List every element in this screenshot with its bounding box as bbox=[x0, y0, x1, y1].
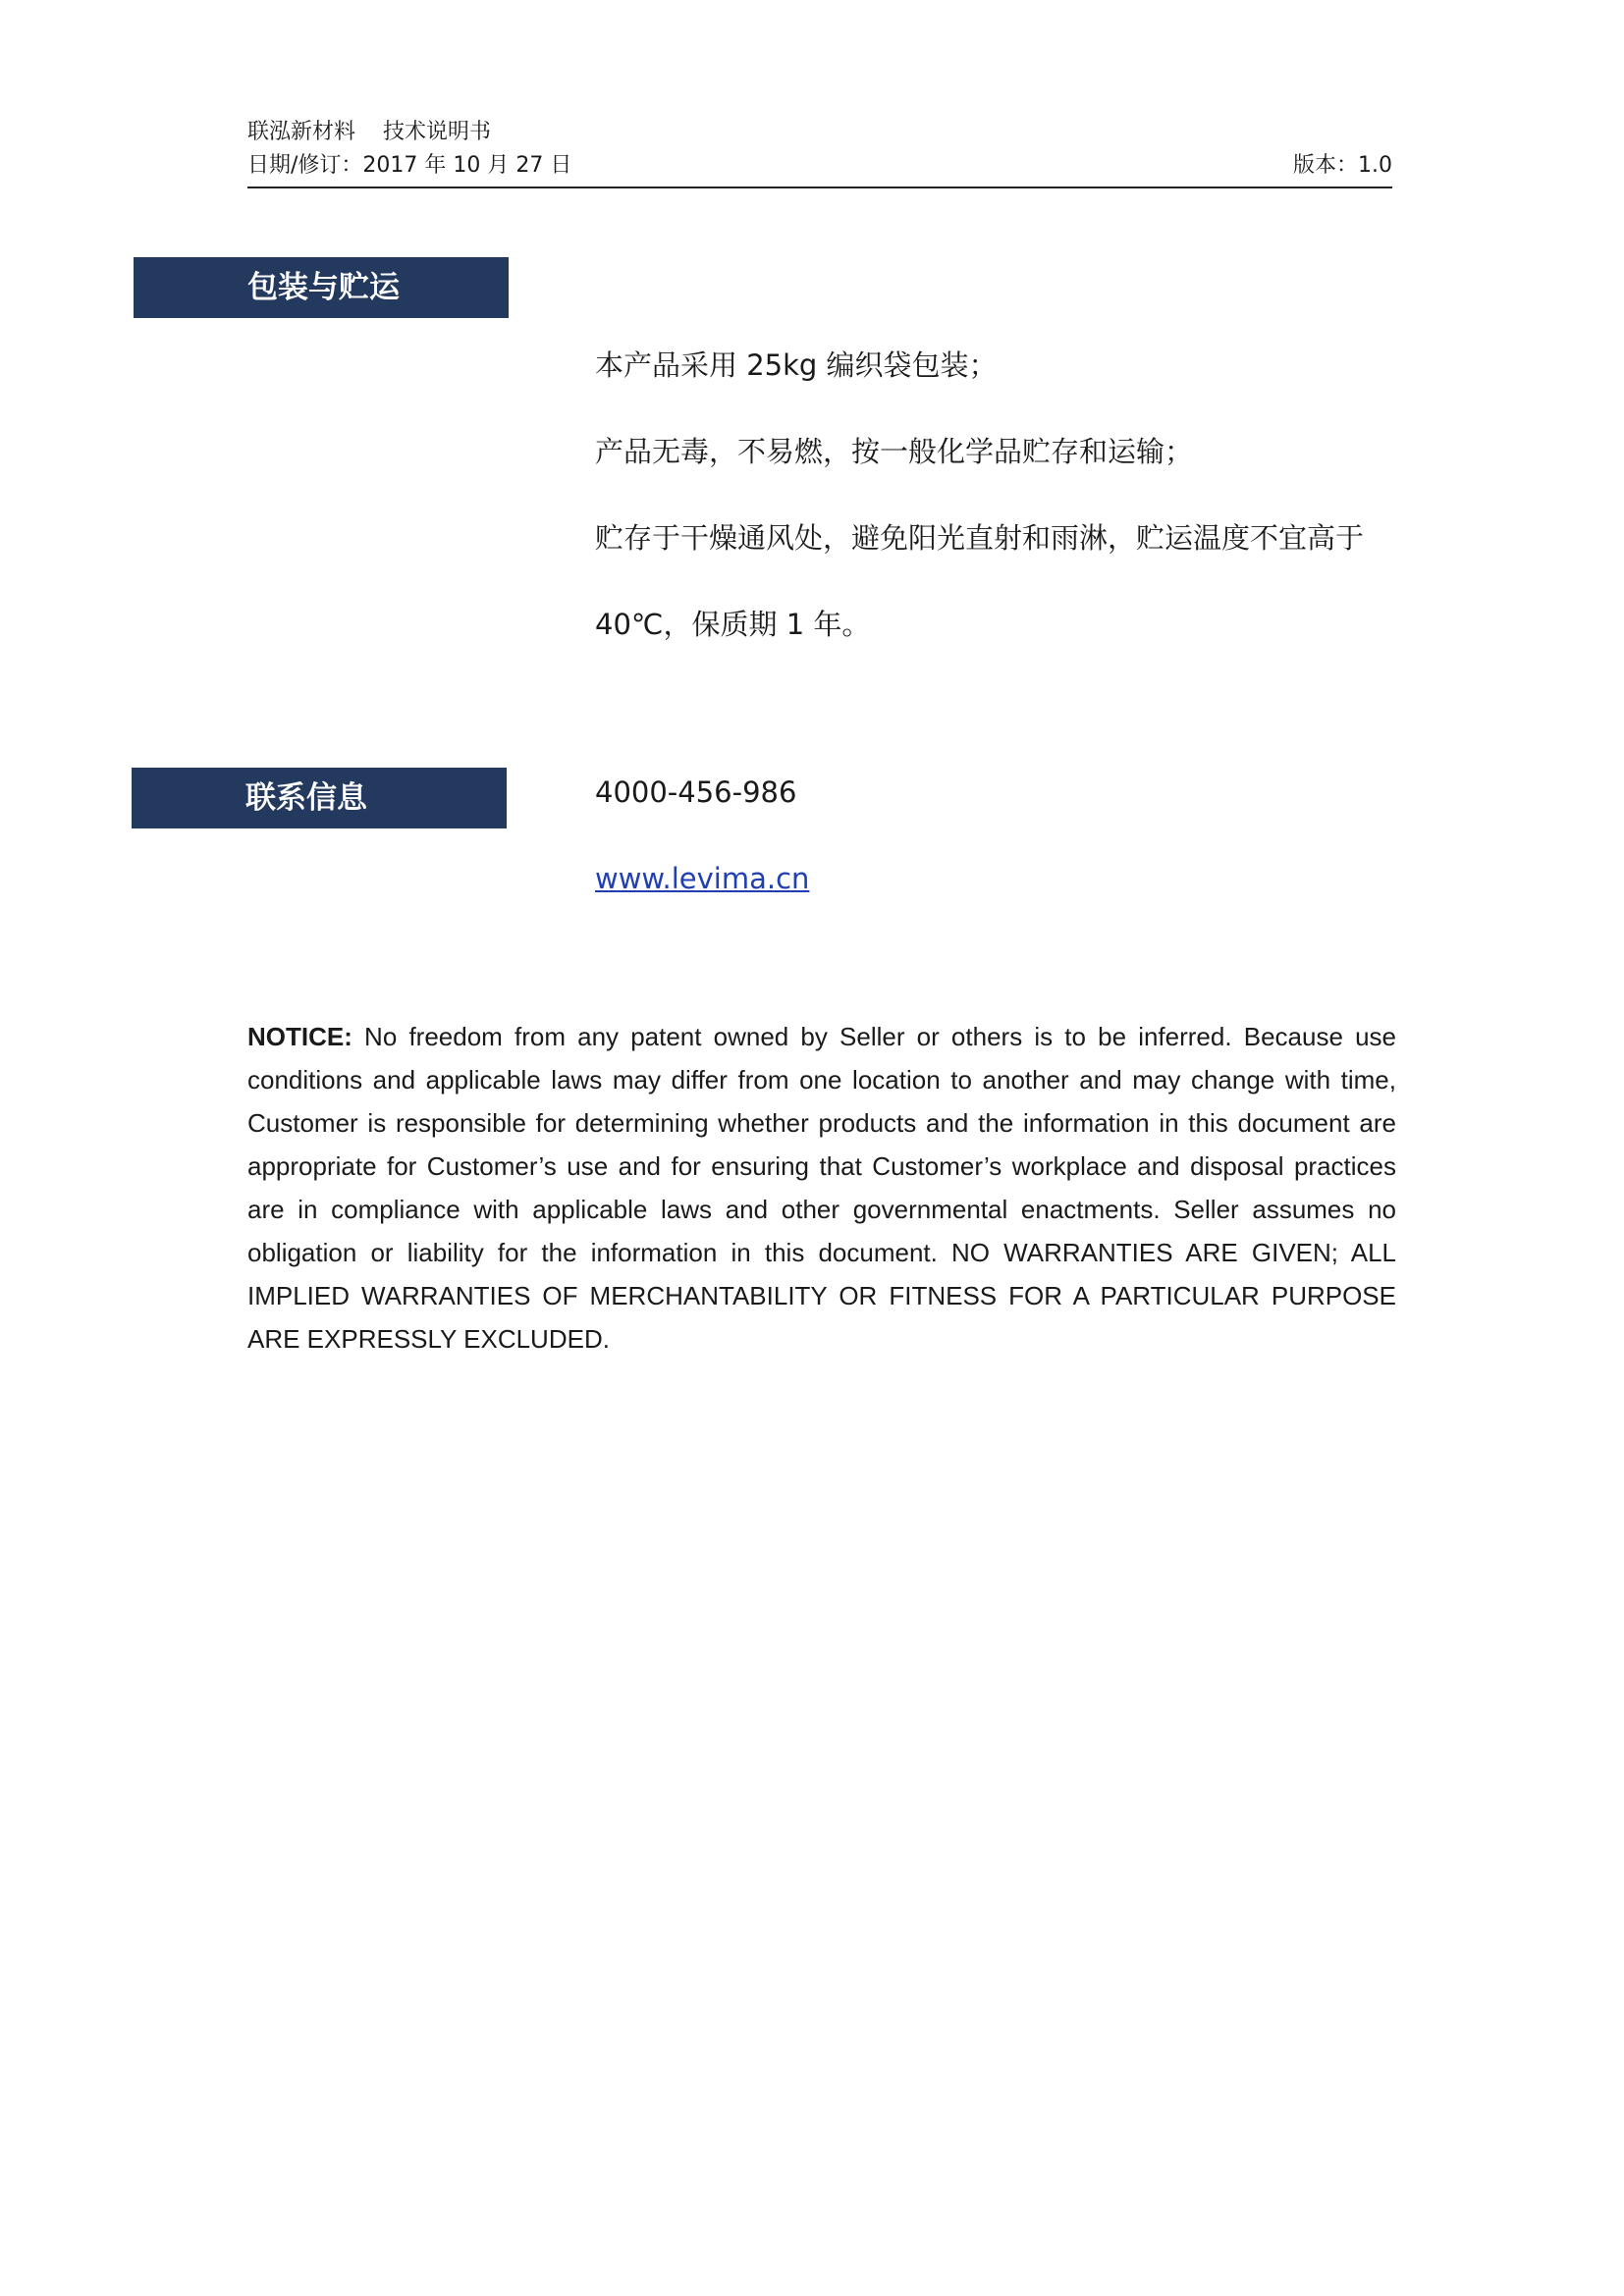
section-title-packaging: 包装与贮运 bbox=[134, 257, 509, 318]
section-title-contact: 联系信息 bbox=[132, 768, 507, 828]
notice-label: NOTICE: bbox=[247, 1022, 352, 1051]
contact-phone: 4000-456-986 bbox=[595, 775, 797, 809]
notice-paragraph bbox=[247, 1015, 1396, 1361]
notice-text: No freedom from any patent owned by Seller or others is to be inferred. Because use conditions and applicable laws may differ from one location to another and may change with time, Customer is responsible for determining whether products and the information in this document are appropriate for Customer’s use and for ensuring that Customer’s workplace and disposal practices are in compliance with applicable laws and other governmental enactments. Seller assumes no obligation or liability for the information in this document. NO WARRANTIES ARE GIVEN; ALL IMPLIED WARRANTIES OF MERCHANTABILITY OR FITNESS FOR A PARTICULAR PURPOSE ARE EXPRESSLY EXCLUDED. bbox=[247, 1022, 1396, 1354]
header-company-doc: 联泓新材料 技术说明书 bbox=[247, 120, 491, 144]
header-version: 版本：1.0 bbox=[1293, 153, 1392, 178]
header-date-revision: 日期/修订：2017 年 10 月 27 日 bbox=[247, 153, 572, 178]
packaging-line-4: 40℃，保质期 1 年。 bbox=[595, 608, 871, 641]
packaging-line-1: 本产品采用 25kg 编织袋包装； bbox=[595, 348, 998, 382]
page-header bbox=[247, 114, 1392, 188]
contact-website-link[interactable]: www.levima.cn bbox=[595, 862, 810, 895]
packaging-line-2: 产品无毒，不易燃，按一般化学品贮存和运输； bbox=[595, 435, 1194, 468]
packaging-line-3: 贮存于干燥通风处，避免阳光直射和雨淋，贮运温度不宜高于 bbox=[595, 521, 1365, 555]
